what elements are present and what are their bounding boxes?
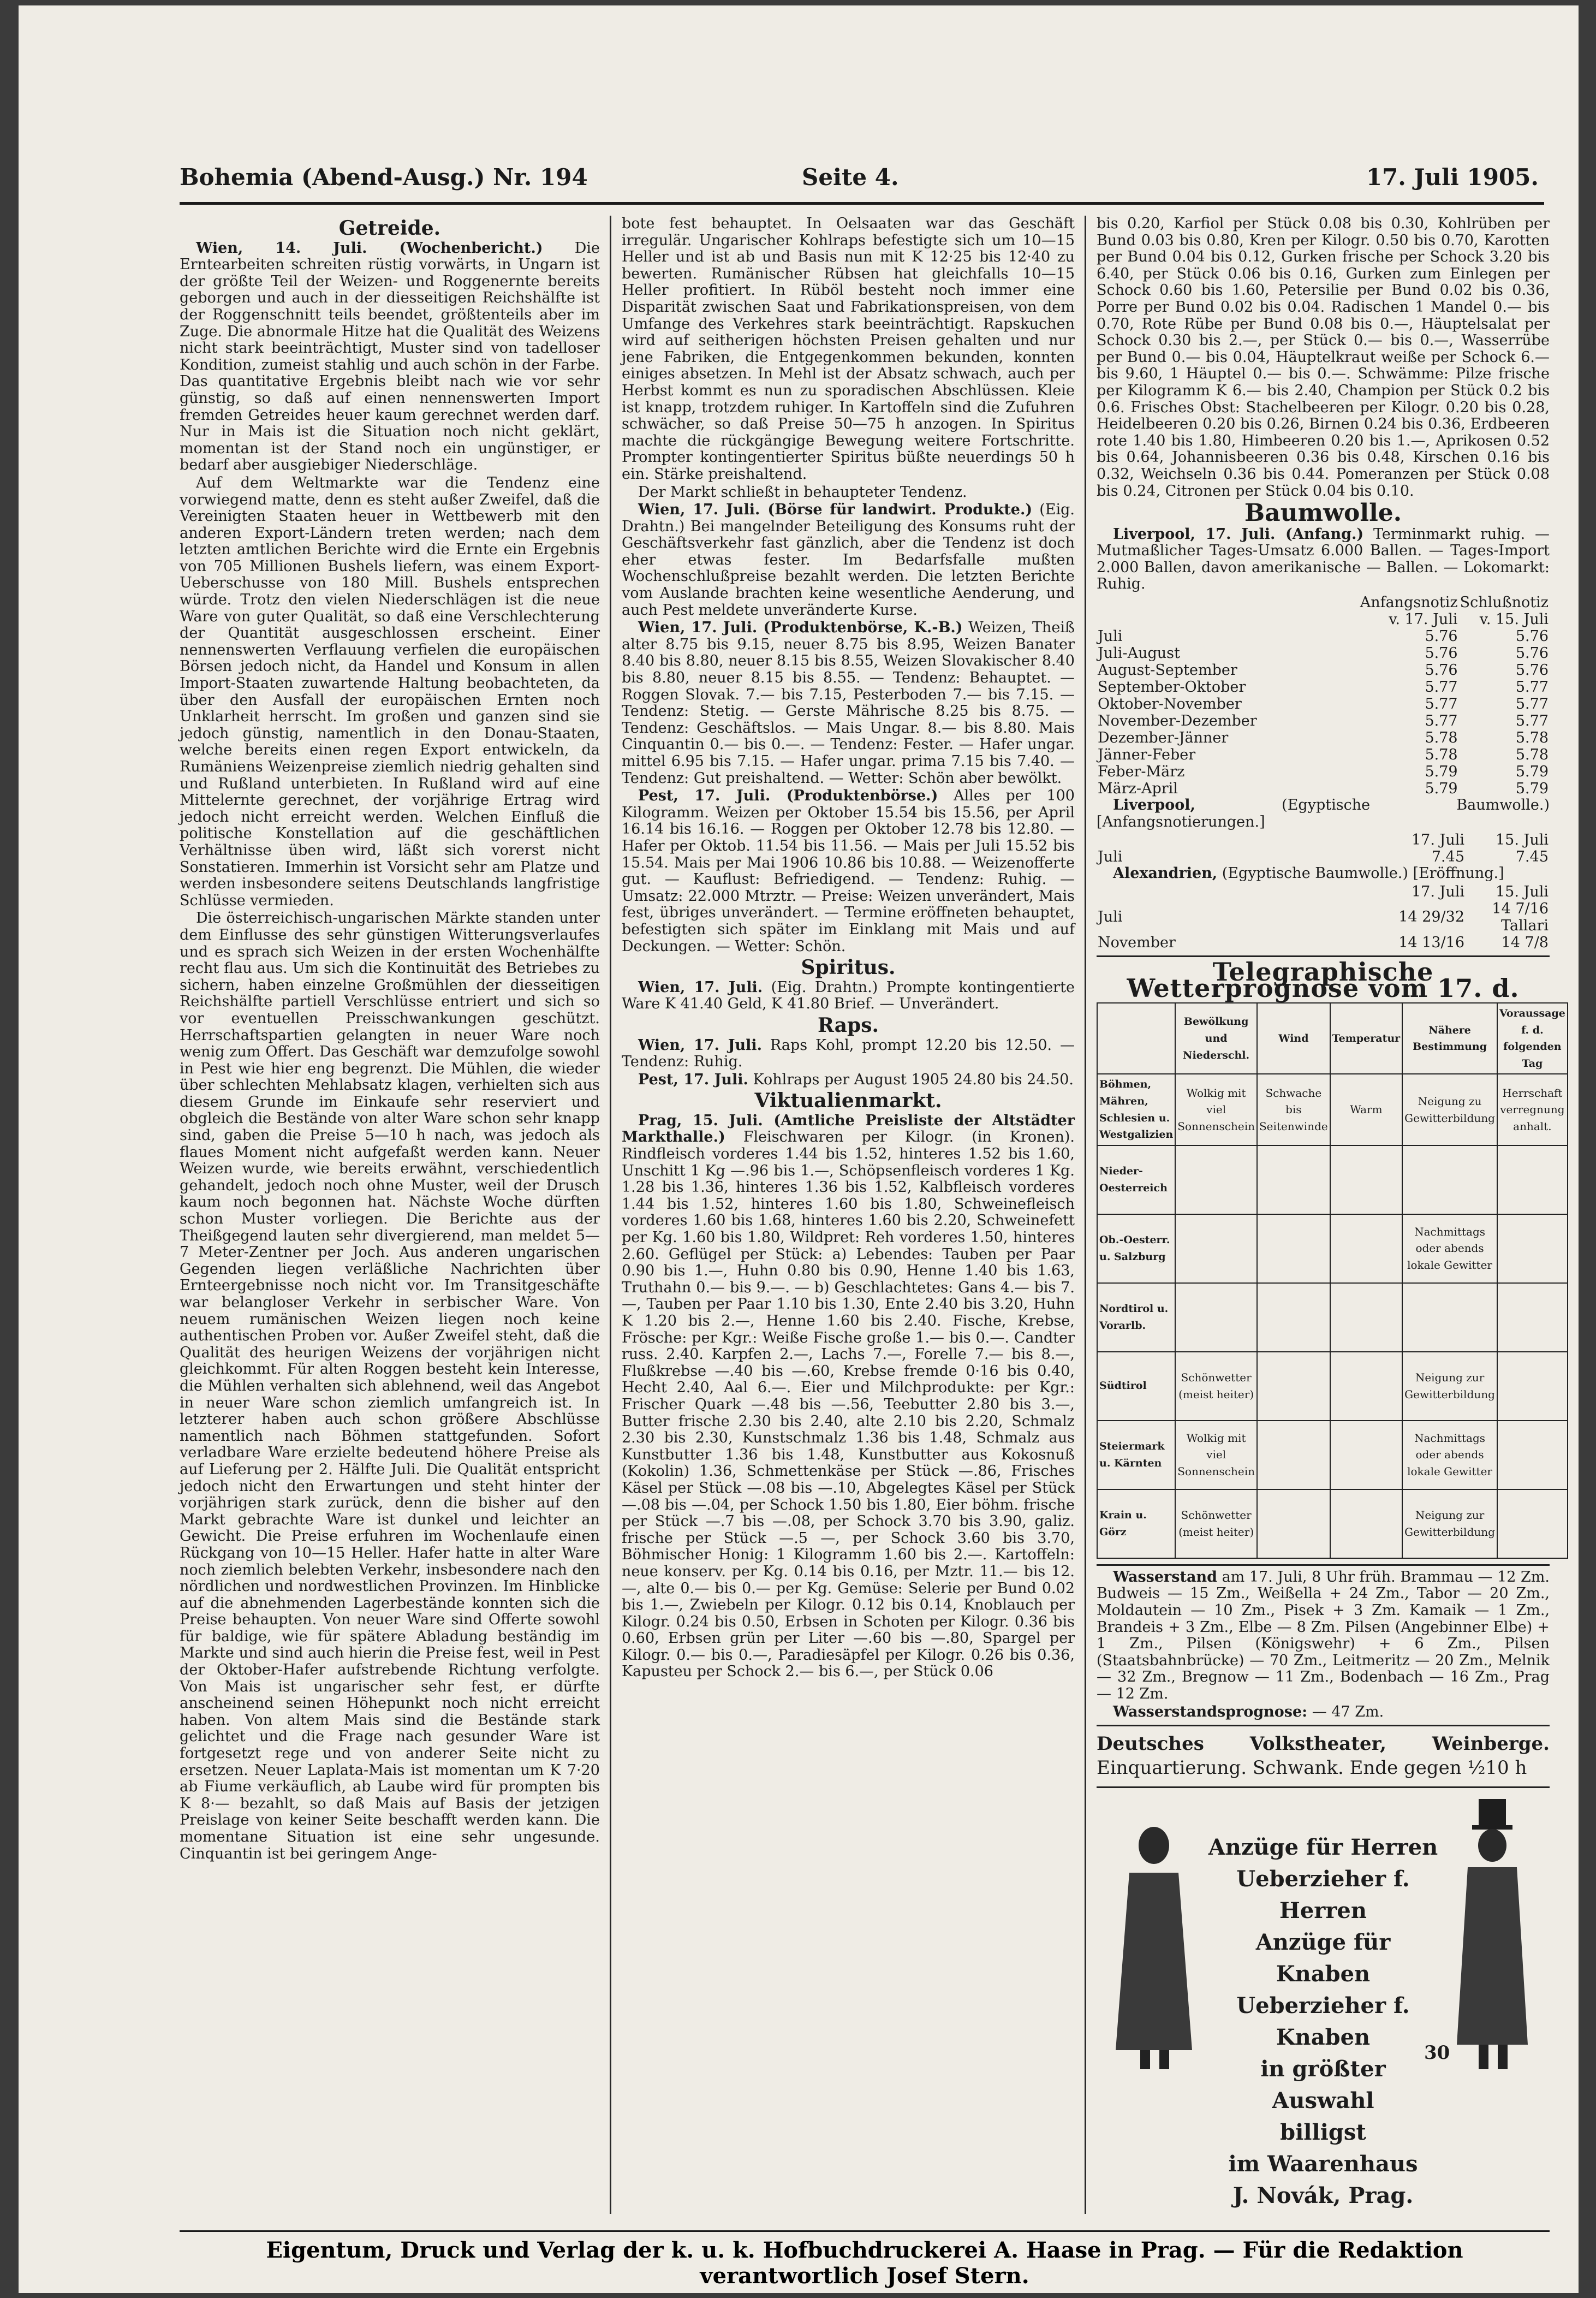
table-cell: 5.76 bbox=[1425, 662, 1458, 679]
dateline: Pest, 17. Juli. bbox=[638, 1071, 748, 1088]
section-heading-raps: Raps. bbox=[817, 1013, 879, 1037]
table-header-cell: Schlußnotiz v. 15. Juli bbox=[1460, 594, 1549, 628]
table-cell bbox=[1257, 1145, 1330, 1214]
ad-text bbox=[1206, 1832, 1440, 2212]
ad-line: Ueberzieher f. Knaben bbox=[1236, 1993, 1410, 2051]
table-cell: 14 13/16 bbox=[1398, 934, 1464, 951]
table-cell: 5.78 bbox=[1425, 729, 1458, 747]
region-cell: Nieder-Oesterreich bbox=[1097, 1145, 1175, 1214]
article-paragraph bbox=[622, 1072, 1075, 1089]
section-heading-baumwolle: Baumwolle. bbox=[1244, 499, 1402, 527]
table-cell: 5.76 bbox=[1515, 628, 1549, 645]
table-header-cell bbox=[1097, 832, 1381, 848]
dateline: Liverpool, bbox=[1113, 797, 1195, 814]
table-header-cell: 15. Juli bbox=[1495, 883, 1549, 900]
table-header-cell bbox=[1097, 594, 1359, 628]
article-paragraph bbox=[622, 1037, 1075, 1071]
table-cell: 5.76 bbox=[1425, 628, 1458, 645]
table-header-cell: Temperatur bbox=[1330, 1003, 1402, 1074]
article-text: (Eig. Drahtn.) Prompte kontingentierte Ware K 41.40 Geld, K 41.80 Brief. — Unverändert. bbox=[622, 978, 1075, 1013]
dateline: Pest, 17. Juli. (Produktenbörse.) bbox=[638, 787, 938, 805]
column-divider bbox=[610, 216, 611, 2214]
table-cell bbox=[1497, 1421, 1568, 1489]
clothing-advertisement bbox=[1097, 1786, 1550, 2209]
table-header-cell: Anfangsnotiz v. 17. Juli bbox=[1360, 594, 1458, 628]
article-paragraph: Der Markt schließt in behaupteter Tendenz. bbox=[638, 483, 967, 501]
dateline: Wien, 14. Juli. (Wochenbericht.) bbox=[196, 239, 543, 257]
table-header-cell: 15. Juli bbox=[1495, 832, 1549, 849]
alexandria-table bbox=[1097, 883, 1550, 951]
section-heading-weather: Telegraphische Wetterprognose vom 17. d. bbox=[1127, 957, 1520, 1003]
table-cell bbox=[1402, 1283, 1497, 1352]
region-cell: Böhmen, Mähren, Schlesien u. Westgalizien bbox=[1097, 1074, 1175, 1145]
header-rule bbox=[180, 202, 1544, 205]
water-level-notice bbox=[1097, 1564, 1550, 1726]
table-cell: 5.79 bbox=[1515, 780, 1549, 798]
table-row bbox=[1097, 1214, 1568, 1283]
table-header-cell: Voraussage f. d. folgenden Tag bbox=[1497, 1003, 1568, 1074]
table-row bbox=[1097, 1283, 1568, 1352]
table-cell: 5.78 bbox=[1515, 729, 1549, 747]
section-heading-spiritus: Spiritus. bbox=[801, 956, 896, 979]
article-text: Raps Kohl, prompt 12.20 bis 12.50. — Tendenz: Ruhig. bbox=[622, 1036, 1075, 1071]
table-row bbox=[1097, 696, 1550, 712]
newspaper-page bbox=[19, 5, 1579, 2293]
ad-line: Anzüge für Herren bbox=[1208, 1834, 1438, 1861]
header-date: 17. Juli 1905. bbox=[1366, 164, 1539, 191]
table-cell: Neigung zur Gewitterbildung bbox=[1402, 1352, 1497, 1421]
article-text: Einquartierung. Schwank. Ende gegen ½10 h bbox=[1097, 1757, 1527, 1779]
table-cell bbox=[1497, 1352, 1568, 1421]
table-row bbox=[1097, 1421, 1568, 1489]
article-paragraph bbox=[622, 788, 1075, 955]
table-cell: Juli bbox=[1098, 908, 1123, 926]
table-cell: 7.45 bbox=[1431, 848, 1464, 866]
table-row bbox=[1097, 848, 1550, 865]
article-paragraph: bote fest behauptet. In Oelsaaten war das Geschäft irregulär. Ungarischer Kohlraps befestigte sich um 10—15 Heller und ist ab und Basis nun mit K 12·25 bis 12·40 zu bewerten. Rumänischer Rübsen hat gleichfalls 10—15 Heller profitiert. In Rüböl besteht noch immer eine Disparität zwischen Saat und Fabrikationspreisen, von dem Umfange des Verkehres stark beeinträchtigt. Rapskuchen wird auf seitherigen höchsten Preisen gehalten und nur jene Fabriken, die Entgegenkommen bekunden, konnten einiges absetzen. In Mehl ist der Absatz schwach, auch per Herbst kommt es nun zu sporadischen Abschlüssen. Kleie ist knapp, trotzdem ruhiger. In Kartoffeln sind die Zufuhren schwächer, so daß Preise 50—75 h anzogen. In Spiritus machte die rückgängige Bewegung weitere Fortschritte. Prompter kontingentierter Spiritus büßte neuerdings 50 h ein. Stärke preishaltend. bbox=[622, 215, 1075, 483]
table-cell bbox=[1497, 1283, 1568, 1352]
ad-line: Ueberzieher f. Herren bbox=[1236, 1866, 1410, 1924]
table-cell: Dezember-Jänner bbox=[1098, 729, 1229, 747]
ad-line: im Waarenhaus bbox=[1228, 2151, 1418, 2177]
table-row bbox=[1097, 628, 1550, 645]
header-issue: Bohemia (Abend-Ausg.) Nr. 194 bbox=[180, 164, 588, 191]
article-text: Die Erntearbeiten schreiten rüstig vorwärts, in Ungarn ist der größte Teil der Weizen- und Roggenernte bereits geborgen und auch in der diesseitigen Reichshälfte ist der Roggenschnitt teils beendet, größtenteils aber im Zuge. Die abnormale Hitze hat die Qualität des Weizens nicht stark beeinträchtigt, Muster sind von tadelloser Kondition, zumeist stahlig und auch schön in der Farbe. Das quantitative Ergebnis bleibt nach wie vor sehr günstig, so daß auf einen nennenswerten Import fremden Getreides heuer kaum gerechnet werden darf. Nur in Mais ist die Situation noch nicht geklärt, momentan ist der Stand noch ein ungünstiger, er bedarf aber ausgiebiger Niederschläge. bbox=[180, 239, 600, 474]
table-cell: 5.77 bbox=[1425, 712, 1458, 730]
table-cell: 5.79 bbox=[1515, 763, 1549, 781]
table-cell: Schönwetter (meist heiter) bbox=[1175, 1352, 1257, 1421]
table-cell bbox=[1257, 1421, 1330, 1489]
table-cell bbox=[1257, 1214, 1330, 1283]
article-paragraph bbox=[622, 620, 1075, 787]
table-cell bbox=[1175, 1283, 1257, 1352]
table-cell bbox=[1497, 1214, 1568, 1283]
imprint-footer: Eigentum, Druck und Verlag der k. u. k. Hofbuchdruckerei A. Haase in Prag. — Für die Redaktion verantwortlich Josef Stern. bbox=[180, 2230, 1550, 2270]
table-cell: 5.76 bbox=[1515, 645, 1549, 662]
table-cell: Herrschaft verregnung anhalt. bbox=[1497, 1074, 1568, 1145]
table-cell: Feber-März bbox=[1098, 763, 1185, 781]
article-paragraph: Auf dem Weltmarkte war die Tendenz eine vorwiegend matte, denn es steht außer Zweifel, daß die Vereinigten Staaten heuer in Wettbewerb mit den anderen Export-Ländern treten werden; nach dem letzten amtlichen Berichte wird die Ernte ein Ergebnis von 705 Millionen Bushels liefern, was einem Export-Ueberschusse von 180 Mill. Bushels entsprechen würde. Trotz den vielen Niederschlägen ist die neue Ware von guter Qualität, so daß eine Verschlechterung der Quantität ausgeschlossen erscheint. Einer nennenswerten Verflauung verfielen die europäischen Börsen jedoch nicht, da Handel und Konsum in allen Import-Staaten zuwartende Haltung beobachteten, da über den Ausfall der europäischen Ernten noch Unklarheit herrscht. Im großen und ganzen sind sie jedoch günstig, namentlich in den Donau-Staaten, welche bereits einen regen Export entwickeln, da Rumäniens Weizenpreise ziemlich niedrig gehalten sind und Rußland unterbieten. In Rußland wird auf eine Mittelernte gerechnet, der vorjährige Ertrag wird jedoch nicht erreicht werden. Welchen Einfluß die politische Konstellation auf die geschäftlichen Verhältnisse üben wird, läßt sich vorerst nicht Sonstatieren. Immerhin ist Vorsicht sehr am Platze und werden insbesondere seitens Deutschlands langfristige Schlüsse vermieden. bbox=[180, 474, 600, 909]
table-cell: 14 29/32 bbox=[1398, 908, 1464, 926]
table-cell: 5.77 bbox=[1425, 679, 1458, 696]
table-header-row bbox=[1097, 832, 1550, 848]
table-header-row bbox=[1097, 1003, 1568, 1074]
article-paragraph bbox=[622, 502, 1075, 619]
table-cell: 5.77 bbox=[1515, 696, 1549, 713]
table-row bbox=[1097, 645, 1550, 662]
table-row bbox=[1097, 763, 1550, 780]
table-cell: Neigung zur Gewitterbildung bbox=[1402, 1489, 1497, 1558]
table-cell bbox=[1330, 1145, 1402, 1214]
table-header-row bbox=[1097, 883, 1550, 900]
table-cell: Wolkig mit viel Sonnenschein bbox=[1175, 1421, 1257, 1489]
dateline: Liverpool, 17. Juli. (Anfang.) bbox=[1113, 525, 1364, 543]
page-header bbox=[180, 164, 1539, 197]
table-cell bbox=[1330, 1421, 1402, 1489]
table-cell: Juli bbox=[1098, 628, 1123, 645]
article-paragraph bbox=[1097, 1704, 1550, 1721]
table-cell: Nachmittags oder abends lokale Gewitter bbox=[1402, 1421, 1497, 1489]
table-cell: 5.76 bbox=[1425, 645, 1458, 662]
notice-lead: Deutsches Volkstheater, Weinberge. bbox=[1097, 1733, 1550, 1755]
table-row bbox=[1097, 1145, 1568, 1214]
table-header-cell: Nähere Bestimmung bbox=[1402, 1003, 1497, 1074]
table-cell: 5.78 bbox=[1515, 746, 1549, 764]
table-cell bbox=[1175, 1145, 1257, 1214]
table-cell: 5.77 bbox=[1425, 696, 1458, 713]
article-text: (Egyptische Baumwolle.) [Anfangsnotierungen.] bbox=[1097, 797, 1550, 830]
notice-lead: Wasserstand bbox=[1113, 1568, 1217, 1586]
table-cell bbox=[1257, 1352, 1330, 1421]
table-header-cell bbox=[1097, 883, 1381, 900]
ad-line: Anzüge für Knaben bbox=[1255, 1929, 1391, 1987]
table-cell: Juli-August bbox=[1098, 645, 1180, 662]
table-row bbox=[1097, 662, 1550, 679]
article-paragraph bbox=[1097, 797, 1550, 830]
liverpool-egypt-table bbox=[1097, 832, 1550, 865]
table-row bbox=[1097, 780, 1550, 797]
region-cell: Nordtirol u. Vorarlb. bbox=[1097, 1283, 1175, 1352]
table-cell: Wolkig mit viel Sonnenschein bbox=[1175, 1074, 1257, 1145]
article-paragraph bbox=[622, 979, 1075, 1013]
table-cell: 7.45 bbox=[1515, 848, 1549, 866]
table-header-cell: Wind bbox=[1257, 1003, 1330, 1074]
table-cell: Schwache bis Seitenwinde bbox=[1257, 1074, 1330, 1145]
table-cell: 5.79 bbox=[1425, 780, 1458, 798]
article-text: Alles per 100 Kilogramm. Weizen per Oktober 15.54 bis 15.56, per April 16.14 bis 16.16. — Roggen per Oktober 12.78 bis 12.80. — Hafer per Oktob. 11.54 bis 11.56. — Mais per Juli 15.52 bis 15.54. Mais per Mai 1906 10.86 bis 10.88. — Weizenofferte gut. — Kauflust: Befriedigend. — Tendenz: Ruhig. — Umsatz: 22.000 Mtrztr. — Preise: Weizen unverändert, Mais fest, übriges unverändert. — Termine eröffneten behauptet, befestigten sich später im Einklang mit Mais und auf Deckungen. — Wetter: Schön. bbox=[622, 787, 1075, 955]
section-heading-getreide: Getreide. bbox=[338, 217, 441, 240]
table-cell: November-Dezember bbox=[1098, 712, 1257, 730]
article-paragraph: Die österreichisch-ungarischen Märkte standen unter dem Einflusse des sehr günstigen Witterungsverlaufes und es sprach sich Weizen in der ersten Wochenhälfte recht flau aus. Um sich die Kontinuität des Betriebes zu sichern, haben einzelne Großmühlen der diesseitigen Reichshälfte partiell Verschlüsse entriert und sich so vor eventuellen Preisschwankungen geschützt. Herrschaftspartien gelangten in neuer Ware noch wenig zum Offert. Das Geschäft war demzufolge sowohl in Pest wie hier eng begrenzt. Die Mühlen, die wieder über schlechten Mehlabsatz klagen, verhielten sich aus diesem Grunde im Einkaufe sehr reserviert und obgleich die Bestände von alter Ware schon sehr knapp sind, gaben die Preise 5—10 h nach, was jedoch als flaues Moment nicht aufgefaßt werden kann. Neuer Weizen wurde, wie bereits erwähnt, verschiedentlich gehandelt, jedoch noch ohne Muster, weil der Drusch kaum noch begonnen hat. Nächste Woche dürften schon Muster vorliegen. Die Berichte aus der Theißgegend lauten sehr divergierend, man meldet 5—7 Meter-Zentner per Joch. Aus anderen ungarischen Gegenden liegen verläßliche Nachrichten über Ernteergebnisse noch nicht vor. Im Transitgeschäfte war belangloser Verkehr in serbischer Ware. Von neuem rumänischen Weizen liegen noch keine authentischen Proben vor. Außer Zweifel steht, daß die Qualität des heurigen Weizens der vorjährigen nicht gleichkommt. Für alten Roggen besteht kein Interesse, die Mühlen verhalten sich ablehnend, weil das Angebot in neuer Ware schon ziemlich umfangreich ist. In letzterer haben auch schon größere Abschlüsse namentlich nach Böhmen stattgefunden. Sofort verladbare Ware erzielte bedeutend höhere Preise als auf Lieferung per 2. Hälfte Juli. Die Qualität entspricht jedoch nicht den Erwartungen und steht hinter der vorjährigen stark zurück, denn die bisher auf den Markt gebrachte Ware ist dunkel und leichter an Gewicht. Die Preise erfuhren im Wochenlaufe einen Rückgang von 10—15 Heller. Hafer hatte in alter Ware noch ziemlich belebten Verkehr, insbesondere nach den nördlichen und nordwestlichen Provinzen. Im Hinblicke auf die abnehmenden Lagerbestände konnten sich die Preise behaupten. Von neuer Ware sind Offerte sowohl für baldige, wie für spätere Abladung beständig im Markte und sind auch hierin die Preise fest, weil in Pest der Oktober-Hafer aufstrebende Richtung verfolgte. Von Mais ist ungarischer sehr fest, er dürfte anscheinend seinen Höhepunkt noch nicht erreicht haben. Von altem Mais sind die Bestände stark gelichtet und die Frage nach gesunder Ware ist fortgesetzt rege und von anderer Seite nicht zu ersetzen. Neuer Laplata-Mais ist momentan um K 7·20 ab Fiume verkäuflich, ab Laube wird für prompten bis K 8·— bezahlt, so daß Mais auf Basis der jetzigen Preislage von keiner Seite beschafft werden kann. Die momentane Situation ist eine sehr ungesunde. Cinquantin ist bei geringem Ange- bbox=[180, 910, 600, 1862]
ad-number: 30 bbox=[1424, 2042, 1450, 2064]
table-header-row bbox=[1097, 594, 1550, 628]
dateline: Wien, 17. Juli. bbox=[638, 1036, 763, 1054]
table-header-cell: 17. Juli bbox=[1411, 832, 1464, 849]
table-row bbox=[1097, 1074, 1568, 1145]
region-cell: Krain u. Görz bbox=[1097, 1489, 1175, 1558]
weather-forecast-table bbox=[1097, 1002, 1568, 1559]
table-row bbox=[1097, 679, 1550, 696]
table-row bbox=[1097, 1352, 1568, 1421]
table-row bbox=[1097, 934, 1550, 951]
article-paragraph: bis 0.20, Karfiol per Stück 0.08 bis 0.30, Kohlrüben per Bund 0.03 bis 0.80, Kren per Kilogr. 0.50 bis 0.70, Karotten per Bund 0.04 bis 0.12, Gurken frische per Schock 3.20 bis 6.40, per Stück 0.06 bis 0.16, Gurken zum Einlegen per Schock 0.60 bis 1.60, Petersilie per Bund 0.02 bis 0.36, Porre per Bund 0.02 bis 0.04. Radischen 1 Mandel 0.— bis 0.70, Rote Rübe per Bund 0.08 bis 0.—, Häuptelsalat per Schock 0.30 bis 2.—, per Stück 0.— bis 0.—, Wasserrübe per Bund 0.— bis 0.04, Häuptelkraut weiße per Schock 6.— bis 9.60, 1 Häuptel 0.— bis 0.—. Schwämme: Pilze frische per Kilogramm K 6.— bis 2.40, Champion per Stück 0.2 bis 0.6. Frisches Obst: Stachelbeeren per Kilogr. 0.20 bis 0.28, Heidelbeeren 0.20 bis 0.26, Birnen 0.24 bis 0.36, Erdbeeren rote 1.40 bis 1.80, Himbeeren 0.20 bis 1.—, Aprikosen 0.52 bis 0.64, Johannisbeeren 0.36 bis 0.48, Kirschen 0.16 bis 0.32, Weichseln 0.36 bis 0.44. Pomeranzen per Stück 0.08 bis 0.24, Citronen per Stück 0.04 bis 0.10. bbox=[1097, 215, 1550, 500]
table-cell bbox=[1257, 1283, 1330, 1352]
table-cell: Schönwetter (meist heiter) bbox=[1175, 1489, 1257, 1558]
ad-line: J. Novák, Prag. bbox=[1232, 2183, 1414, 2209]
cotton-futures-table bbox=[1097, 594, 1550, 797]
dateline: Alexandrien, bbox=[1113, 865, 1218, 882]
table-cell: Oktober-November bbox=[1098, 696, 1242, 713]
section-heading-viktualien: Viktualienmarkt. bbox=[754, 1089, 942, 1113]
article-text: (Egyptische Baumwolle.) [Eröffnung.] bbox=[1222, 865, 1504, 882]
table-cell: 5.77 bbox=[1515, 712, 1549, 730]
dateline: Wien, 17. Juli. (Börse für landwirt. Produkte.) bbox=[638, 501, 1033, 519]
table-cell: Nachmittags oder abends lokale Gewitter bbox=[1402, 1214, 1497, 1283]
table-header-cell bbox=[1097, 1003, 1175, 1074]
table-cell: 5.77 bbox=[1515, 679, 1549, 696]
table-row bbox=[1097, 729, 1550, 746]
notice-lead: Wasserstandsprognose: bbox=[1113, 1703, 1308, 1720]
article-text: — 47 Zm. bbox=[1312, 1703, 1384, 1720]
table-cell: Neigung zu Gewitterbildung bbox=[1402, 1074, 1497, 1145]
article-text: Fleischwaren per Kilogr. (in Kronen). Rindfleisch vorderes 1.44 bis 1.52, hinteres 1.52 bis 1.60, Unschitt 1 Kg —.96 bis 1.—, Schöpsenfleisch vorderes 1 Kg. 1.28 bis 1.36, hinteres 1.36 bis 1.52, Kalbfleisch vorderes 1.44 bis 1.52, hinteres 1.60 bis 1.80, Schweinefleisch vorderes 1.60 bis 1.68, hinteres 1.60 bis 2.20, Schweinefett per Kg. 1.60 bis 1.80, Wildpret: Reh vorderes 1.50, hinteres 2.60. Geflügel per Stück: a) Lebendes: Tauben per Paar 0.90 bis 1.—, Huhn 0.80 bis 0.90, Henne 1.40 bis 1.63, Truthahn 0.— bis 9.—. — b) Geschlachtetes: Gans 4.— bis 7.—, Tauben per Paar 1.10 bis 1.30, Ente 2.40 bis 3.20, Huhn K 1.20 bis 2.—, Henne 1.60 bis 2.40. Fische, Krebse, Frösche: per Kgr.: Weiße Fische große 1.— bis 0.—. Candter russ. 2.40. Karpfen 2.—, Lachs 7.—, Forelle 7.— bis 8.—, Flußkrebse —.40 bis —.60, Krebse fremde 0·16 bis 0.40, Hecht 2.40, Aal 6.—. Eier und Milchprodukte: per Kgr.: Frischer Quark —.48 bis —.56, Teebutter 2.80 bis 3.—, Butter frische 2.30 bis 2.40, alte 2.10 bis 2.20, Schmalz 2.30 bis 2.30, Kunstschmalz 1.36 bis 1.48, Schmalz aus Kunstbutter 1.36 bis 1.48, Kunstbutter aus Kokosnuß (Kokolin) 1.36, Schmettenkäse per Stück —.86, Frisches Käsel per Stück —.08 bis —.10, Abgelegtes Käsel per Stück —.08 bis —.04, per Schock 1.50 bis 1.80, Eier böhm. frische per Stück —.7 bis —.08, per Schock 3.70 bis 3.90, galiz. frische per Stück —.5 —, per Schock 3.60 bis 3.70, Böhmischer Honig: 1 Kilogramm 1.60 bis 2.—. Kartoffeln: neue konserv. per Kg. 0.14 bis 0.16, per Mztr. 11.— bis 12.—, alte 0.— bis 0.— per Kg. Gemüse: Selerie per Bund 0.02 bis 1.—, Zwiebeln per Kilogr. 0.12 bis 0.14, Knoblauch per Kilogr. 0.24 bis 0.50, Erbsen in Schoten per Kilogr. 0.36 bis 0.60, Erbsen grün per Liter —.60 bis —.80, Spargel per Kilogr. 0.— bis 0.—, Paradiesäpfel per Kilogr. 0.26 bis 0.36, Kapusteu per Schock 2.— bis 6.—, per Stück 0.06 bbox=[622, 1129, 1075, 1681]
column-3 bbox=[1097, 215, 1565, 2214]
table-cell: Warm bbox=[1330, 1074, 1402, 1145]
column-divider bbox=[1085, 216, 1086, 2214]
table-header-cell: Bewölkung und Niederschl. bbox=[1175, 1003, 1257, 1074]
table-cell bbox=[1330, 1489, 1402, 1558]
article-text: (Eig. Drahtn.) Bei mangelnder Beteiligung des Konsums ruht der Geschäftsverkehr fast gänzlich, aber die Tendenz ist doch eher etwas fester. Im Bedarfsfalle mußten Wochenschlußpreise bezahlt werden. Die letzten Berichte vom Auslande brachten keine wesentliche Aenderung, und auch Pest meldete unveränderte Kurse. bbox=[622, 501, 1075, 619]
table-cell: März-April bbox=[1098, 780, 1178, 798]
theater-notice bbox=[1097, 1732, 1550, 1780]
table-cell bbox=[1175, 1214, 1257, 1283]
dateline: Wien, 17. Juli. (Produktenbörse, K.-B.) bbox=[638, 619, 963, 637]
table-cell bbox=[1497, 1489, 1568, 1558]
man-in-coat-illustration bbox=[1107, 1821, 1200, 2072]
column-1 bbox=[180, 216, 600, 2214]
table-cell: 14 7/16 Tallari bbox=[1492, 900, 1549, 934]
table-cell bbox=[1402, 1145, 1497, 1214]
table-cell: August-September bbox=[1098, 662, 1237, 679]
article-text: am 17. Juli, 8 Uhr früh. Brammau — 12 Zm. Budweis — 15 Zm., Weißella + 24 Zm., Tabor — 20 Zm., Moldautein — 10 Zm., Pisek + 3 Zm. Kamaik — 1 Zm., Brandeis + 3 Zm., Elbe — 8 Zm. Pilsen (Angebinner Elbe) + 1 Zm., Pilsen (Königswehr) + 6 Zm., Pilsen (Staatsbahnbrücke) — 70 Zm., Leitmeritz — 20 Zm., Melnik — 32 Zm., Bregnow — 11 Zm., Bodenbach — 16 Zm., Prag — 12 Zm. bbox=[1097, 1568, 1550, 1702]
table-row bbox=[1097, 1489, 1568, 1558]
table-cell: 14 7/8 bbox=[1501, 934, 1549, 951]
table-cell: 5.78 bbox=[1425, 746, 1458, 764]
table-row bbox=[1097, 900, 1550, 934]
table-cell: Juli bbox=[1098, 848, 1123, 866]
article-text: Kohlraps per August 1905 24.80 bis 24.50. bbox=[753, 1071, 1074, 1088]
table-cell bbox=[1330, 1214, 1402, 1283]
article-paragraph bbox=[1097, 526, 1550, 593]
header-page-number: Seite 4. bbox=[802, 164, 899, 191]
dateline: Prag, 15. Juli. (Amtliche Preisliste der Altstädter Markthalle.) bbox=[622, 1112, 1075, 1146]
table-header-cell: 17. Juli bbox=[1411, 883, 1464, 900]
article-paragraph bbox=[1097, 865, 1550, 882]
ad-line: billigst bbox=[1280, 2119, 1366, 2146]
table-cell: 5.76 bbox=[1515, 662, 1549, 679]
region-cell: Steiermark u. Kärnten bbox=[1097, 1421, 1175, 1489]
table-cell bbox=[1330, 1283, 1402, 1352]
article-paragraph bbox=[622, 1113, 1075, 1681]
ad-line: in größter Auswahl bbox=[1260, 2056, 1386, 2114]
table-cell: November bbox=[1098, 934, 1176, 951]
column-2 bbox=[622, 216, 1075, 2214]
article-paragraph bbox=[1097, 1569, 1550, 1703]
table-row bbox=[1097, 712, 1550, 729]
table-cell: September-Oktober bbox=[1098, 679, 1246, 696]
table-cell: Jänner-Feber bbox=[1098, 746, 1196, 764]
dateline: Wien, 17. Juli. bbox=[638, 978, 763, 996]
article-text: Terminmarkt ruhig. — Mutmaßlicher Tages-Umsatz 6.000 Ballen. — Tages-Import 2.000 Ballen, davon amerikanische — Ballen. — Lokomarkt: Ruhig. bbox=[1097, 525, 1550, 593]
table-row bbox=[1097, 746, 1550, 763]
table-cell bbox=[1497, 1145, 1568, 1214]
table-cell bbox=[1330, 1352, 1402, 1421]
region-cell: Ob.-Oesterr. u. Salzburg bbox=[1097, 1214, 1175, 1283]
table-cell bbox=[1257, 1489, 1330, 1558]
man-with-top-hat-illustration bbox=[1446, 1799, 1539, 2072]
article-text: Weizen, Theiß alter 8.75 bis 9.15, neuer 8.75 bis 8.95, Weizen Banater 8.40 bis 8.80, neuer 8.15 bis 8.55, Weizen Slovakischer 8.40 bis 8.80, neuer 8.15 bis 8.55. — Tendenz: Behauptet. — Roggen Slovak. 7.— bis 7.15, Pesterboden 7.— bis 7.15. — Tendenz: Stetig. — Gerste Mährische 8.25 bis 8.75. — Tendenz: Geschäftslos. — Mais Ungar. 8.— bis 8.80. Mais Cinquantin 0.— bis 0.—. — Tendenz: Fester. — Hafer ungar. mittel 6.95 bis 7.15. — Hafer ungar. prima 7.15 bis 7.40. — Tendenz: Gut preishaltend. — Wetter: Schön aber bewölkt. bbox=[622, 619, 1075, 787]
table-cell: 5.79 bbox=[1425, 763, 1458, 781]
article-paragraph bbox=[180, 240, 600, 474]
region-cell: Südtirol bbox=[1097, 1352, 1175, 1421]
